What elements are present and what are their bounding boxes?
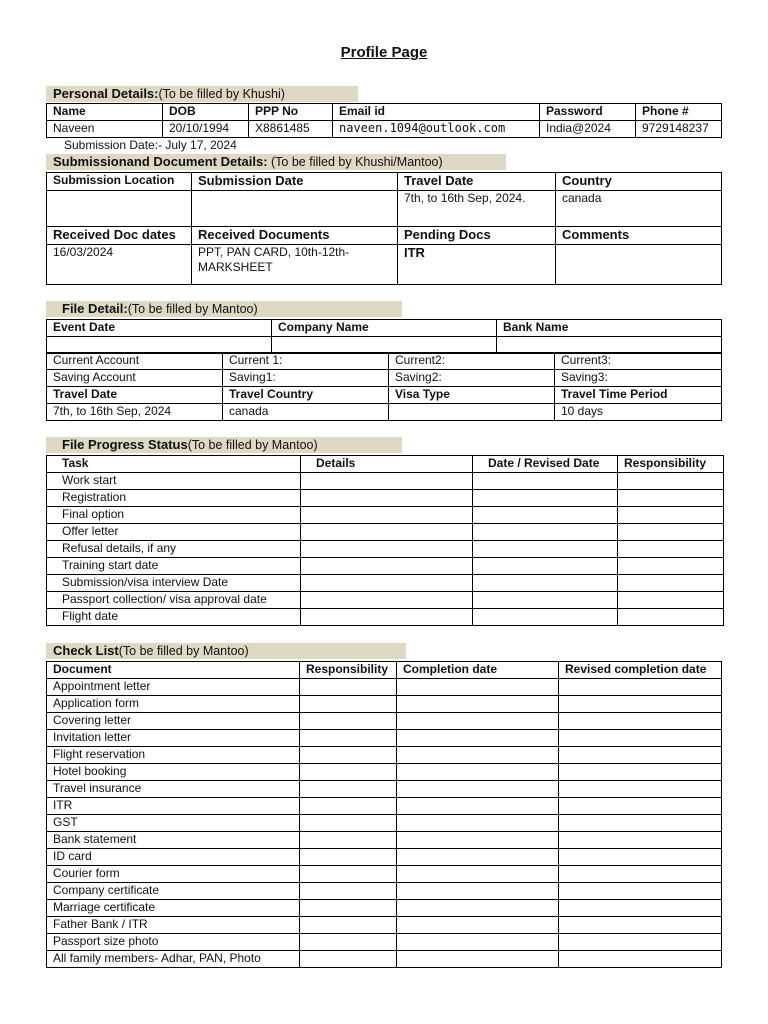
progress-table [46,455,724,626]
task-row-cell [301,558,473,575]
task-row-cell [473,524,618,541]
saving-account-row [47,370,722,387]
checklist-row [47,900,722,917]
task-row-cell [618,609,724,626]
task-row-cell [473,473,618,490]
file-detail-blank-row [47,337,722,354]
col-received-doc-dates: Received Doc dates [47,227,192,245]
submission-header-row-2 [47,227,722,245]
checklist-row-cell [559,713,722,730]
current-2-label: Current2: [389,353,555,370]
checklist-row-label: Flight reservation [47,747,300,764]
travel-country-value: canada [223,404,389,421]
col-date-revised: Date / Revised Date [473,456,618,473]
col-received-documents: Received Documents [192,227,398,245]
checklist-row-cell [300,696,397,713]
col-comments: Comments [556,227,722,245]
checklist-row [47,696,722,713]
task-row-cell [473,592,618,609]
checklist-row [47,781,722,798]
checklist-table [46,661,722,968]
submission-details-note: (To be filled by Khushi/Mantoo) [267,155,443,169]
checklist-row [47,679,722,696]
task-row [47,592,724,609]
col-submission-location: Submission Location [47,173,192,191]
checklist-row-cell [559,696,722,713]
task-row-cell [473,507,618,524]
saving-account-label: Saving Account [47,370,223,387]
task-row-cell [618,592,724,609]
checklist-row-cell [300,883,397,900]
checklist-row-label: Father Bank / ITR [47,917,300,934]
checklist-row-cell [397,747,559,764]
col-name: Name [47,104,163,121]
checklist-row-label: Hotel booking [47,764,300,781]
checklist-row-cell [397,866,559,883]
col-country: Country [556,173,722,191]
checklist-row-cell [397,917,559,934]
checklist-row-cell [559,679,722,696]
checklist-row-cell [300,866,397,883]
col-phone: Phone # [636,104,722,121]
checklist-row-cell [397,713,559,730]
saving-3-label: Saving3: [555,370,722,387]
submission-header-row-1 [47,173,722,191]
file-detail-title: File Detail: [62,301,128,316]
checklist-row-cell [300,951,397,968]
checklist-row-label: GST [47,815,300,832]
col-travel-country: Travel Country [223,387,389,404]
task-row-cell [301,541,473,558]
task-row-cell [473,558,618,575]
saving-2-label: Saving2: [389,370,555,387]
task-row-cell [618,507,724,524]
checklist-row-cell [559,815,722,832]
col-task: Task [47,456,301,473]
current-account-label: Current Account [47,353,223,370]
col-responsibility: Responsibility [618,456,724,473]
personal-details-table [46,103,722,138]
col-ppp-no: PPP No [249,104,333,121]
task-row-cell [473,541,618,558]
checklist-row-cell [397,679,559,696]
checklist-row-cell [300,713,397,730]
comments-value [556,245,722,285]
col-revised-completion-date: Revised completion date [559,662,722,679]
task-row-cell [473,575,618,592]
col-company-name: Company Name [272,320,497,337]
checklist-row-cell [559,849,722,866]
checklist-row [47,764,722,781]
personal-value-row [47,121,722,138]
personal-details-note: (To be filled by Khushi) [158,87,285,101]
checklist-row-cell [397,781,559,798]
progress-header-row [47,456,724,473]
task-row-cell [301,473,473,490]
task-row-cell [618,541,724,558]
task-row [47,609,724,626]
col-fd-travel-date: Travel Date [47,387,223,404]
travel-date-value: 7th, to 16th Sep, 2024. [398,191,556,227]
checklist-title: Check List [53,643,119,658]
task-row [47,473,724,490]
checklist-row [47,934,722,951]
checklist-row [47,951,722,968]
current-1-label: Current 1: [223,353,389,370]
task-row-label: Refusal details, if any [47,541,301,558]
checklist-row-cell [397,951,559,968]
col-visa-type: Visa Type [389,387,555,404]
checklist-row-cell [559,917,722,934]
task-row-cell [301,609,473,626]
task-row-cell [301,524,473,541]
progress-title: File Progress Status [62,437,188,452]
checklist-row-cell [559,747,722,764]
checklist-row-cell [559,883,722,900]
dob-value: 20/10/1994 [163,121,249,138]
col-completion-date: Completion date [397,662,559,679]
checklist-row-label: Travel insurance [47,781,300,798]
checklist-row [47,798,722,815]
checklist-row-cell [300,832,397,849]
checklist-row-cell [397,832,559,849]
task-row-label: Final option [47,507,301,524]
checklist-row-cell [300,849,397,866]
checklist-row-label: Marriage certificate [47,900,300,917]
task-row [47,575,724,592]
checklist-row-cell [300,815,397,832]
checklist-row-label: Courier form [47,866,300,883]
submission-date-value [192,191,398,227]
checklist-row-cell [300,679,397,696]
col-travel-date: Travel Date [398,173,556,191]
checklist-row-cell [397,849,559,866]
task-row-label: Training start date [47,558,301,575]
received-doc-dates-value: 16/03/2024 [47,245,192,285]
checklist-row [47,747,722,764]
checklist-row-cell [559,764,722,781]
task-row [47,524,724,541]
checklist-row-label: Company certificate [47,883,300,900]
task-row-label: Offer letter [47,524,301,541]
task-row-cell [618,473,724,490]
checklist-row-label: ITR [47,798,300,815]
file-detail-table-bottom [46,352,722,421]
pending-docs-value: ITR [398,245,556,285]
checklist-row-cell [300,798,397,815]
task-row [47,558,724,575]
travel-header-row [47,387,722,404]
submission-details-table [46,172,722,285]
checklist-row-cell [559,866,722,883]
checklist-row-cell [397,883,559,900]
checklist-row [47,832,722,849]
col-details: Details [301,456,473,473]
checklist-row [47,849,722,866]
checklist-row-cell [300,730,397,747]
saving-1-label: Saving1: [223,370,389,387]
checklist-row-cell [559,934,722,951]
checklist-row-cell [559,781,722,798]
col-submission-date: Submission Date [192,173,398,191]
progress-heading [46,437,402,453]
checklist-row [47,713,722,730]
submission-details-heading [46,154,506,170]
email-value: naveen.1094@outlook.com [333,121,540,138]
col-event-date: Event Date [47,320,272,337]
checklist-row-cell [559,832,722,849]
current-account-row [47,353,722,370]
current-3-label: Current3: [555,353,722,370]
personal-details-title: Personal Details: [53,86,159,101]
file-detail-table-top [46,319,722,354]
checklist-row [47,883,722,900]
col-password: Password [540,104,636,121]
travel-value-row [47,404,722,421]
checklist-row-cell [397,730,559,747]
checklist-row-cell [559,798,722,815]
checklist-row-label: Appointment letter [47,679,300,696]
password-value: India@2024 [540,121,636,138]
col-travel-time-period: Travel Time Period [555,387,722,404]
checklist-row-label: Bank statement [47,832,300,849]
col-pending-docs: Pending Docs [398,227,556,245]
name-value: Naveen [47,121,163,138]
file-detail-note: (To be filled by Mantoo) [127,302,258,316]
checklist-row-cell [397,900,559,917]
submission-location-value [47,191,192,227]
personal-header-row [47,104,722,121]
task-row [47,507,724,524]
checklist-heading [46,643,406,659]
checklist-row [47,866,722,883]
fd-travel-date-value: 7th, to 16th Sep, 2024 [47,404,223,421]
received-documents-value: PPT, PAN CARD, 10th-12th-MARKSHEET [192,245,398,285]
checklist-row-cell [300,781,397,798]
ppp-no-value: X8861485 [249,121,333,138]
col-bank-name: Bank Name [497,320,722,337]
checklist-row-cell [300,747,397,764]
visa-type-value [389,404,555,421]
task-row-cell [473,490,618,507]
task-row-label: Flight date [47,609,301,626]
task-row-label: Passport collection/ visa approval date [47,592,301,609]
task-row-cell [473,609,618,626]
col-email: Email id [333,104,540,121]
checklist-row-cell [559,951,722,968]
phone-value: 9729148237 [636,121,722,138]
travel-time-period-value: 10 days [555,404,722,421]
file-detail-header-row [47,320,722,337]
checklist-note: (To be filled by Mantoo) [118,644,249,658]
col-document: Document [47,662,300,679]
task-row-label: Work start [47,473,301,490]
checklist-header-row [47,662,722,679]
checklist-row-cell [397,798,559,815]
checklist-row-cell [559,730,722,747]
task-row-cell [618,575,724,592]
checklist-row-label: Passport size photo [47,934,300,951]
checklist-row-cell [397,815,559,832]
file-detail-heading [46,301,402,317]
submission-details-title: Submissionand Document Details: [53,154,268,169]
task-row-cell [618,558,724,575]
checklist-row-cell [300,934,397,951]
checklist-row-cell [397,934,559,951]
country-value: canada [556,191,722,227]
task-row-label: Registration [47,490,301,507]
checklist-row-cell [397,764,559,781]
checklist-row-cell [397,696,559,713]
checklist-row-cell [300,764,397,781]
col-dob: DOB [163,104,249,121]
checklist-row-cell [300,900,397,917]
checklist-row-label: Covering letter [47,713,300,730]
page-title: Profile Page [340,44,428,61]
task-row [47,541,724,558]
task-row-label: Submission/visa interview Date [47,575,301,592]
personal-details-heading [46,86,358,102]
task-row-cell [618,524,724,541]
submission-value-row-2 [47,245,722,285]
checklist-row [47,917,722,934]
checklist-row [47,815,722,832]
col-cl-responsibility: Responsibility [300,662,397,679]
task-row-cell [618,490,724,507]
progress-note: (To be filled by Mantoo) [187,438,318,452]
checklist-row-label: Invitation letter [47,730,300,747]
checklist-row [47,730,722,747]
checklist-row-label: All family members- Adhar, PAN, Photo [47,951,300,968]
submission-value-row-1 [47,191,722,227]
task-row-cell [301,592,473,609]
checklist-row-cell [559,900,722,917]
task-row-cell [301,507,473,524]
checklist-row-label: ID card [47,849,300,866]
submission-date-line: Submission Date:- July 17, 2024 [64,138,237,152]
checklist-row-cell [300,917,397,934]
task-row [47,490,724,507]
task-row-cell [301,575,473,592]
checklist-row-label: Application form [47,696,300,713]
task-row-cell [301,490,473,507]
